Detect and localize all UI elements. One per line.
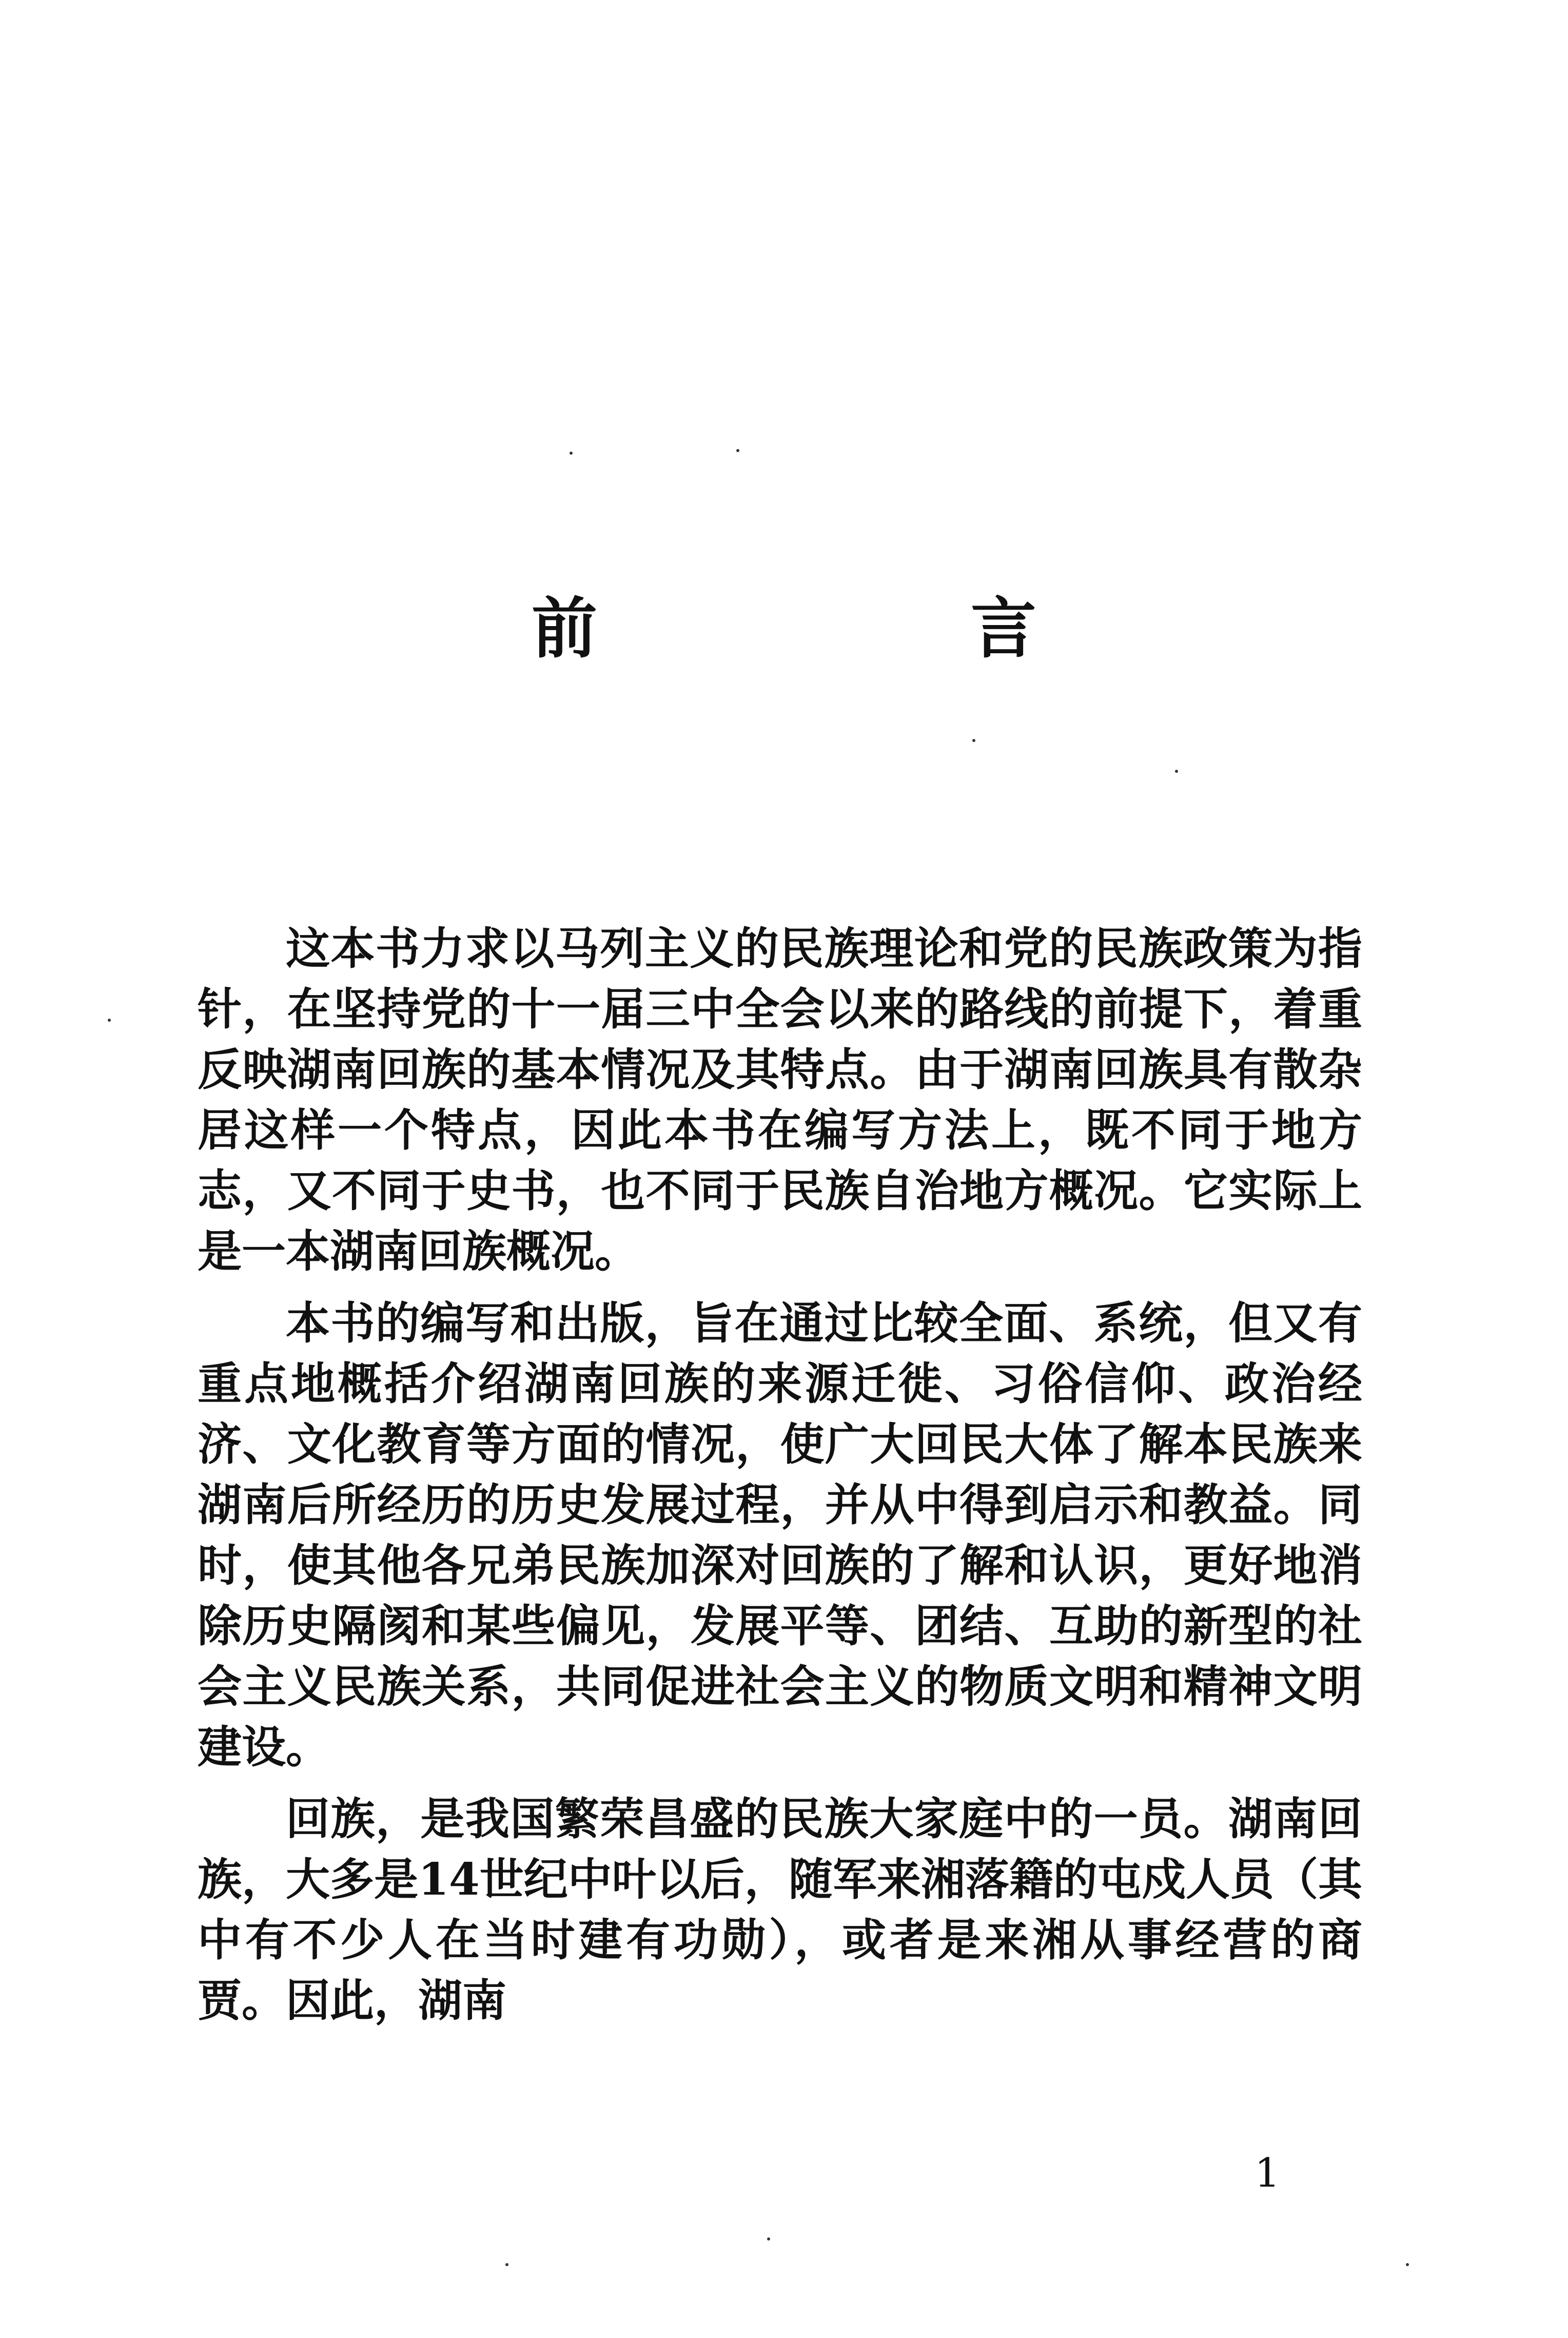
paragraph-3: 回族，是我国繁荣昌盛的民族大家庭中的一员。湖南回族，大多是14世纪中叶以后，随军来湘落籍的屯戍人员（其中有不少人在当时建有功勋），或者是来湘从事经营的商贾。因此，湖南 <box>198 1793 1362 2027</box>
scan-speck <box>736 449 739 452</box>
scan-speck <box>570 452 573 455</box>
page-number: 1 <box>1255 2150 1280 2196</box>
scan-speck <box>1406 2263 1409 2266</box>
scan-speck <box>767 2237 770 2240</box>
page-title: 前 言 <box>532 590 1190 667</box>
scan-speck <box>108 1019 111 1022</box>
body-text <box>198 919 1362 2042</box>
scan-speck <box>1175 770 1178 773</box>
scan-speck <box>972 739 975 742</box>
paragraph-2: 本书的编写和出版，旨在通过比较全面、系统，但又有重点地概括介绍湖南回族的来源迁徙、习俗信仰、政治经济、文化教育等方面的情况，使广大回民大体了解本民族来湖南后所经历的历史发展过程，并从中得到启示和教益。同时，使其他各兄弟民族加深对回族的了解和认识，更好地消除历史隔阂和某些偏见，发展平等、团结、互助的新型的社会主义民族关系，共同促进社会主义的物质文明和精神文明建设。 <box>198 1297 1362 1773</box>
scan-speck <box>505 2263 508 2266</box>
paragraph-1: 这本书力求以马列主义的民族理论和党的民族政策为指针，在坚持党的十一届三中全会以来的路线的前提下，着重反映湖南回族的基本情况及其特点。由于湖南回族具有散杂居这样一个特点，因此本书在编写方法上，既不同于地方志，又不同于史书，也不同于民族自治地方概况。它实际上是一本湖南回族概况。 <box>198 923 1362 1277</box>
